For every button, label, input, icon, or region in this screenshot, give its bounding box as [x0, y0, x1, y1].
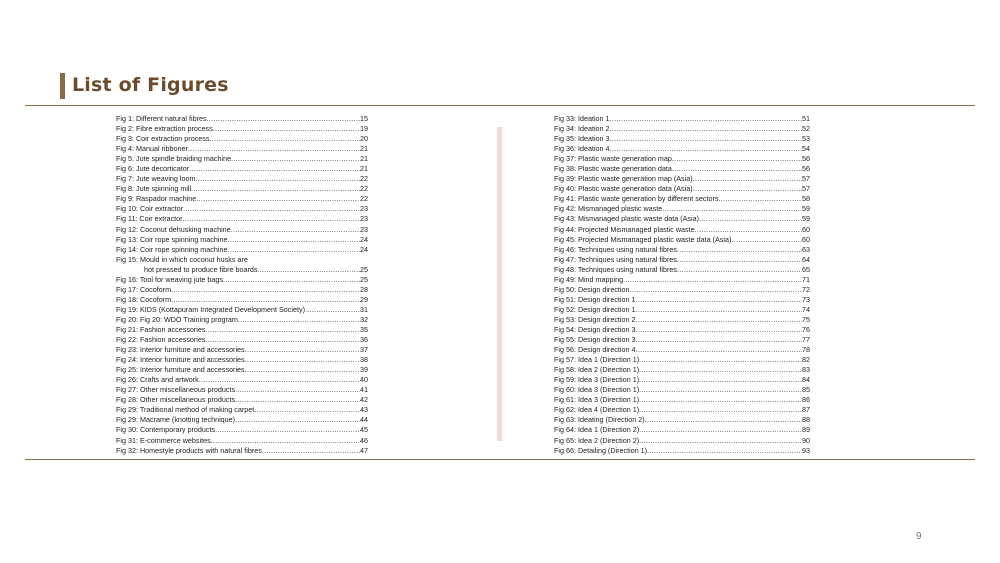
figure-page-number: 85: [802, 385, 810, 395]
title-accent-bar: [60, 73, 65, 99]
figure-entry[interactable]: [554, 245, 810, 255]
figure-label: Fig 65: Idea 2 (Direction 2): [554, 435, 640, 445]
figure-entry[interactable]: [554, 315, 810, 325]
figure-entry[interactable]: [116, 235, 368, 245]
dot-leader: [238, 315, 360, 325]
figure-page-number: 46: [360, 435, 368, 445]
dot-leader: [235, 395, 360, 405]
figure-entry[interactable]: [554, 164, 810, 174]
figure-page-number: 25: [360, 264, 368, 274]
dot-leader: [245, 355, 360, 365]
figure-entry[interactable]: [554, 325, 810, 335]
figure-entry[interactable]: [554, 305, 810, 315]
figure-label: Fig 58: Idea 2 (Direction 1): [554, 365, 640, 375]
figure-page-number: 89: [802, 425, 810, 435]
dot-leader: [639, 436, 802, 446]
dot-leader: [199, 375, 360, 385]
dot-leader: [647, 446, 802, 456]
figure-label: Fig 43: Mismanaged plastic waste data (Asia): [554, 214, 700, 224]
figure-page-number: 57: [802, 174, 810, 184]
dot-leader: [610, 144, 802, 154]
figure-entry[interactable]: [554, 134, 810, 144]
dot-leader: [610, 114, 802, 124]
figure-page-number: 15: [360, 114, 368, 123]
figure-entry[interactable]: [554, 194, 810, 204]
figure-label: Fig 55: Design direction 3: [554, 335, 636, 345]
figure-entry[interactable]: [554, 355, 810, 365]
dot-leader: [672, 164, 802, 174]
figure-label: Fig 11: Coir extractor: [116, 214, 183, 224]
figure-page-number: 41: [360, 385, 368, 395]
figure-entry[interactable]: [116, 446, 368, 456]
figure-entry[interactable]: [116, 174, 368, 184]
figure-page-number: 59: [802, 204, 810, 214]
dot-leader: [639, 375, 802, 385]
dot-leader: [206, 325, 361, 335]
figure-entry[interactable]: [554, 154, 810, 164]
figure-page-number: 90: [802, 435, 810, 445]
dot-leader: [245, 345, 360, 355]
figure-entry[interactable]: [554, 174, 810, 184]
dot-leader: [662, 204, 802, 214]
figure-entry[interactable]: [554, 184, 810, 194]
figure-label: Fig 34: Ideation 2: [554, 124, 610, 134]
dot-leader: [223, 275, 360, 285]
figure-label: hot pressed to produce fibre boards.: [144, 264, 260, 274]
figure-page-number: 56: [802, 164, 810, 174]
dot-leader: [677, 245, 802, 255]
figure-entry[interactable]: [116, 265, 368, 275]
figure-page-number: 60: [802, 234, 810, 244]
figure-label: Fig 46: Techniques using natural fibres: [554, 244, 677, 254]
figure-entry[interactable]: [116, 325, 368, 335]
dot-leader: [235, 415, 360, 425]
dot-leader: [639, 365, 802, 375]
figure-page-number: 53: [802, 134, 810, 144]
figure-label: Fig 28: Other miscellaneous products: [116, 395, 236, 405]
dot-leader: [695, 225, 802, 235]
figure-label: Fig 6: Jute decorticator: [116, 164, 190, 174]
figure-page-number: 93: [802, 445, 810, 455]
figure-page-number: 78: [802, 345, 810, 355]
figure-page-number: 87: [802, 405, 810, 415]
page-number: 9: [916, 531, 922, 542]
figure-entry[interactable]: [116, 385, 368, 395]
dot-leader: [191, 184, 360, 194]
figure-entry[interactable]: [116, 214, 368, 224]
figure-entry[interactable]: [116, 405, 368, 415]
figure-label: Fig 52: Design direction 1: [554, 304, 636, 314]
dot-leader: [639, 425, 802, 435]
figure-entry[interactable]: [116, 375, 368, 385]
dot-leader: [183, 204, 360, 214]
figure-page-number: 84: [802, 375, 810, 385]
figure-page-number: 38: [360, 355, 368, 365]
figure-entry[interactable]: [116, 345, 368, 355]
figure-page-number: 19: [360, 124, 368, 134]
figure-label: Fig 39: Plastic waste generation map (Asia): [554, 174, 693, 184]
figure-page-number: 88: [802, 415, 810, 425]
figure-entry[interactable]: [116, 154, 368, 164]
figure-label: Fig 63: Ideating (Direction 2): [554, 415, 645, 425]
figure-label: Fig 18: Cocoform: [116, 294, 172, 304]
figure-label: Fig 22: Fashion accessories: [116, 335, 206, 345]
figure-entry[interactable]: [554, 436, 810, 446]
figure-entry[interactable]: [116, 355, 368, 365]
dot-leader: [639, 395, 802, 405]
figure-entry[interactable]: [116, 124, 368, 134]
dot-leader: [639, 385, 802, 395]
figure-label: Fig 14: Coir rope spinning machine: [116, 244, 228, 254]
figure-label: Fig 48: Techniques using natural fibres: [554, 264, 677, 274]
figure-entry[interactable]: [554, 275, 810, 285]
figure-entry[interactable]: [554, 255, 810, 265]
figure-page-number: 32: [360, 314, 368, 324]
dot-leader: [206, 335, 361, 345]
figure-label: Fig 1: Different natural fibres: [116, 114, 207, 123]
figure-page-number: 86: [802, 395, 810, 405]
dot-leader: [639, 355, 802, 365]
figure-label: Fig 41: Plastic waste generation by different sectors: [554, 194, 719, 204]
figure-page-number: 20: [360, 134, 368, 144]
figure-label: Fig 26: Crafts and artwork: [116, 375, 199, 385]
dot-leader: [636, 345, 802, 355]
figure-label: Fig 8: Jute spinning mill: [116, 184, 192, 194]
figure-label: Fig 42: Mismanaged plastic waste: [554, 204, 663, 214]
figure-entry[interactable]: [116, 275, 368, 285]
figure-label: Fig 5: Jute spindle braiding machine: [116, 154, 232, 164]
figure-page-number: 23: [360, 224, 368, 234]
figure-label: Fig 60: Idea 3 (Direction 1): [554, 385, 640, 395]
dot-leader: [183, 214, 360, 224]
figure-list-left: [116, 114, 368, 456]
dot-leader: [693, 174, 802, 184]
figure-entry[interactable]: [116, 255, 368, 265]
dot-leader: [630, 285, 802, 295]
figure-entry[interactable]: [554, 335, 810, 345]
figure-label: Fig 66: Detailing (Direction 1): [554, 445, 648, 455]
figure-page-number: 23: [360, 204, 368, 214]
figure-label: Fig 45: Projected Mismanaged plastic waste data (Asia): [554, 234, 732, 244]
figure-page-number: 23: [360, 214, 368, 224]
dot-leader: [305, 305, 360, 315]
figure-page-number: 22: [360, 194, 368, 204]
figure-label: Fig 54: Design direction 3: [554, 324, 636, 334]
figure-page-number: 83: [802, 365, 810, 375]
figure-label: Fig 19: KIDS (Kottapuram Integrated Development Society): [116, 304, 305, 314]
dot-leader: [623, 275, 802, 285]
figure-entry[interactable]: [116, 114, 368, 124]
figure-page-number: 24: [360, 244, 368, 254]
figure-entry[interactable]: [116, 134, 368, 144]
figure-page-number: 64: [802, 254, 810, 264]
dot-leader: [718, 194, 802, 204]
figure-page-number: 40: [360, 375, 368, 385]
figure-page-number: 39: [360, 365, 368, 375]
figure-page-number: 47: [360, 445, 368, 455]
figure-label: Fig 12: Coconut dehusking machine: [116, 224, 231, 234]
figure-label: Fig 57: Idea 1 (Direction 1): [554, 355, 640, 365]
figure-page-number: 77: [802, 335, 810, 345]
dot-leader: [231, 154, 360, 164]
figure-page-number: 65: [802, 264, 810, 274]
figure-page-number: 56: [802, 154, 810, 164]
figure-label: Fig 16: Tool for weaving jute bags: [116, 274, 223, 284]
figure-label: Fig 38: Plastic waste generation data: [554, 164, 672, 174]
dot-leader: [636, 295, 802, 305]
dot-leader: [254, 405, 360, 415]
figure-entry[interactable]: [554, 144, 810, 154]
figure-entry[interactable]: [116, 204, 368, 214]
figure-label: Fig 36: Ideation 4: [554, 144, 610, 154]
figure-entry[interactable]: [116, 225, 368, 235]
figure-page-number: 31: [360, 304, 368, 314]
figure-page-number: 58: [802, 194, 810, 204]
figure-entry[interactable]: [116, 285, 368, 295]
figure-page-number: 71: [802, 274, 810, 284]
figure-label: Fig 61: Idea 3 (Direction 1): [554, 395, 640, 405]
figure-page-number: 76: [802, 324, 810, 334]
figure-label: Fig 33: Ideation 1: [554, 114, 610, 123]
figure-label: Fig 40: Plastic waste generation data (Asia): [554, 184, 693, 194]
figure-page-number: 73: [802, 294, 810, 304]
dot-leader: [639, 405, 802, 415]
figure-entry[interactable]: [116, 144, 368, 154]
dot-leader: [699, 214, 802, 224]
dot-leader: [731, 235, 802, 245]
figure-entry[interactable]: [554, 365, 810, 375]
dot-leader: [259, 265, 360, 275]
figure-entry[interactable]: [554, 285, 810, 295]
dot-leader: [677, 255, 802, 265]
column-divider: [497, 127, 502, 441]
figure-page-number: 28: [360, 284, 368, 294]
figure-label: Fig 35: Ideation 3: [554, 134, 610, 144]
dot-leader: [672, 154, 802, 164]
dot-leader: [645, 415, 802, 425]
figure-label: Fig 13: Coir rope spinning machine: [116, 234, 228, 244]
dot-leader: [196, 174, 360, 184]
figure-list-right: [554, 114, 810, 456]
dot-leader: [227, 245, 360, 255]
footer-divider: [25, 459, 975, 460]
figure-label: Fig 23: Interior furniture and accessories: [116, 345, 245, 355]
figure-page-number: 42: [360, 395, 368, 405]
figure-label: Fig 53: Design direction 2: [554, 314, 636, 324]
figure-entry[interactable]: [554, 425, 810, 435]
figure-entry[interactable]: [116, 415, 368, 425]
dot-leader: [610, 134, 802, 144]
figure-entry[interactable]: [554, 124, 810, 134]
dot-leader: [636, 325, 802, 335]
figure-entry[interactable]: [116, 164, 368, 174]
figure-entry[interactable]: [554, 446, 810, 456]
figure-entry[interactable]: [554, 204, 810, 214]
figure-entry[interactable]: [554, 395, 810, 405]
figure-entry[interactable]: [116, 295, 368, 305]
figure-label: Fig 49: Mind mapping: [554, 274, 624, 284]
figure-entry[interactable]: [116, 194, 368, 204]
figure-label: Fig 31: E-commerce websites: [116, 435, 211, 445]
figure-label: Fig 29: Traditional method of making carpet: [116, 405, 255, 415]
dot-leader: [693, 184, 802, 194]
dot-leader: [196, 194, 360, 204]
dot-leader: [677, 265, 802, 275]
figure-label: Fig 51: Design direction 1: [554, 294, 636, 304]
figure-label: Fig 24: Interior furniture and accessories: [116, 355, 245, 365]
figure-label: Fig 3: Coir extraction process: [116, 134, 210, 144]
figure-label: Fig 2: Fibre extraction process: [116, 124, 213, 134]
dot-leader: [262, 446, 360, 456]
figure-entry[interactable]: [554, 235, 810, 245]
dot-leader: [636, 315, 802, 325]
figure-page-number: 21: [360, 164, 368, 174]
figure-page-number: 75: [802, 314, 810, 324]
figure-page-number: 63: [802, 244, 810, 254]
figure-page-number: 59: [802, 214, 810, 224]
figure-entry[interactable]: [116, 335, 368, 345]
dot-leader: [636, 305, 802, 315]
figure-entry[interactable]: [116, 305, 368, 315]
figure-label: Fig 15: Mould in which coconut husks are: [116, 254, 248, 264]
figure-label: Fig 20: Fig 20: WDO Training program: [116, 314, 238, 324]
dot-leader: [215, 425, 360, 435]
figure-page-number: 22: [360, 184, 368, 194]
figure-label: Fig 47: Techniques using natural fibres: [554, 254, 677, 264]
figure-label: Fig 59: Idea 3 (Direction 1): [554, 375, 640, 385]
dot-leader: [211, 436, 360, 446]
dot-leader: [227, 235, 360, 245]
figure-entry[interactable]: [116, 315, 368, 325]
figure-page-number: 45: [360, 425, 368, 435]
figure-label: Fig 44: Projected Mismanaged plastic waste: [554, 224, 695, 234]
figure-label: Fig 9: Raspador machine: [116, 194, 197, 204]
figure-entry[interactable]: [116, 425, 368, 435]
figure-entry[interactable]: [554, 114, 810, 124]
dot-leader: [610, 124, 802, 134]
dot-leader: [189, 164, 360, 174]
figure-label: Fig 32: Homestyle products with natural fibres: [116, 445, 262, 455]
figure-label: Fig 10: Coir extractor: [116, 204, 184, 214]
figure-entry[interactable]: [116, 245, 368, 255]
figure-page-number: 74: [802, 304, 810, 314]
figure-entry[interactable]: [554, 345, 810, 355]
dot-leader: [636, 335, 802, 345]
figure-page-number: 60: [802, 224, 810, 234]
dot-leader: [207, 114, 360, 124]
figure-page-number: 21: [360, 154, 368, 164]
figure-label: Fig 56: Design direction 4: [554, 345, 636, 355]
figure-entry[interactable]: [116, 395, 368, 405]
figure-label: Fig 27: Other miscellaneous products: [116, 385, 236, 395]
figure-entry[interactable]: [116, 184, 368, 194]
figure-label: Fig 17: Cocoform: [116, 284, 172, 294]
figure-page-number: 52: [802, 124, 810, 134]
dot-leader: [209, 134, 360, 144]
dot-leader: [213, 124, 360, 134]
figure-entry[interactable]: [116, 436, 368, 446]
figure-page-number: 57: [802, 184, 810, 194]
dot-leader: [235, 385, 360, 395]
figure-entry[interactable]: [116, 365, 368, 375]
figure-label: Fig 29: Macrame (knotting technique): [116, 415, 236, 425]
figure-page-number: 82: [802, 355, 810, 365]
figure-label: Fig 50: Design direction: [554, 284, 630, 294]
dot-leader: [171, 285, 360, 295]
figure-entry[interactable]: [554, 295, 810, 305]
figure-entry[interactable]: [554, 375, 810, 385]
figure-page-number: 37: [360, 345, 368, 355]
figure-page-number: 22: [360, 174, 368, 184]
figure-label: Fig 30: Contemporary products: [116, 425, 216, 435]
figure-entry[interactable]: [554, 214, 810, 224]
figure-page-number: 29: [360, 294, 368, 304]
figure-page-number: 51: [802, 114, 810, 123]
figure-entry[interactable]: [554, 265, 810, 275]
figure-page-number: 35: [360, 324, 368, 334]
header-divider: [25, 105, 975, 106]
dot-leader: [188, 144, 360, 154]
figure-label: Fig 4: Manual ribboner: [116, 144, 188, 154]
figure-label: Fig 25: Interior furniture and accessories: [116, 365, 245, 375]
figure-page-number: 24: [360, 234, 368, 244]
figure-page-number: 72: [802, 284, 810, 294]
figure-entry[interactable]: [554, 415, 810, 425]
figure-entry[interactable]: [554, 405, 810, 415]
figure-page-number: 44: [360, 415, 368, 425]
figure-entry[interactable]: [554, 225, 810, 235]
figure-label: Fig 21: Fashion accessories: [116, 324, 206, 334]
page-title: List of Figures: [72, 74, 229, 96]
figure-page-number: 21: [360, 144, 368, 154]
figure-label: Fig 37: Plastic waste generation map: [554, 154, 672, 164]
figure-page-number: 25: [360, 274, 368, 284]
figure-label: Fig 7: Jute weaving loom: [116, 174, 196, 184]
dot-leader: [245, 365, 360, 375]
figure-label: Fig 62: Idea 4 (Direction 1): [554, 405, 640, 415]
figure-label: Fig 64: Idea 1 (Direction 2): [554, 425, 640, 435]
dot-leader: [231, 225, 360, 235]
figure-page-number: 54: [802, 144, 810, 154]
dot-leader: [171, 295, 360, 305]
figure-page-number: 43: [360, 405, 368, 415]
figure-entry[interactable]: [554, 385, 810, 395]
figure-page-number: 36: [360, 335, 368, 345]
